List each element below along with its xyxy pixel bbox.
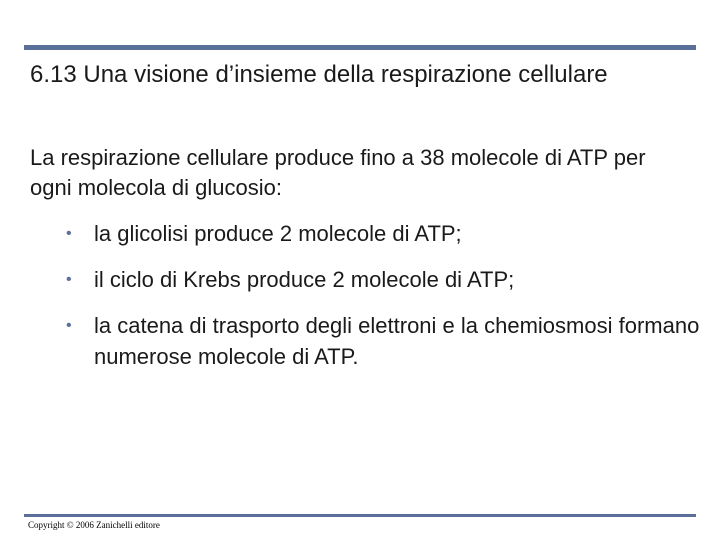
copyright-notice: Copyright © 2006 Zanichelli editore — [28, 520, 160, 530]
top-divider — [24, 45, 696, 50]
slide-title: 6.13 Una visione d’insieme della respirazione cellulare — [30, 61, 608, 88]
bullet-list — [60, 218, 700, 372]
bullet-text: il ciclo di Krebs produce 2 molecole di ATP; — [94, 267, 515, 292]
bullet-dot-icon: • — [66, 225, 72, 242]
bullet-dot-icon: • — [66, 271, 72, 288]
bullet-item-electron-transport — [60, 310, 700, 372]
intro-paragraph: La respirazione cellulare produce fino a 38 molecole di ATP per ogni molecola di glucosio: — [30, 145, 646, 200]
bullet-dot-icon: • — [66, 317, 72, 334]
bullet-item-krebs — [60, 264, 700, 295]
bottom-divider — [24, 514, 696, 517]
bullet-text: la catena di trasporto degli elettroni e la chemiosmosi formano numerose molecole di ATP. — [94, 313, 700, 369]
bullet-text: la glicolisi produce 2 molecole di ATP; — [94, 221, 462, 246]
bullet-item-glycolysis — [60, 218, 700, 249]
